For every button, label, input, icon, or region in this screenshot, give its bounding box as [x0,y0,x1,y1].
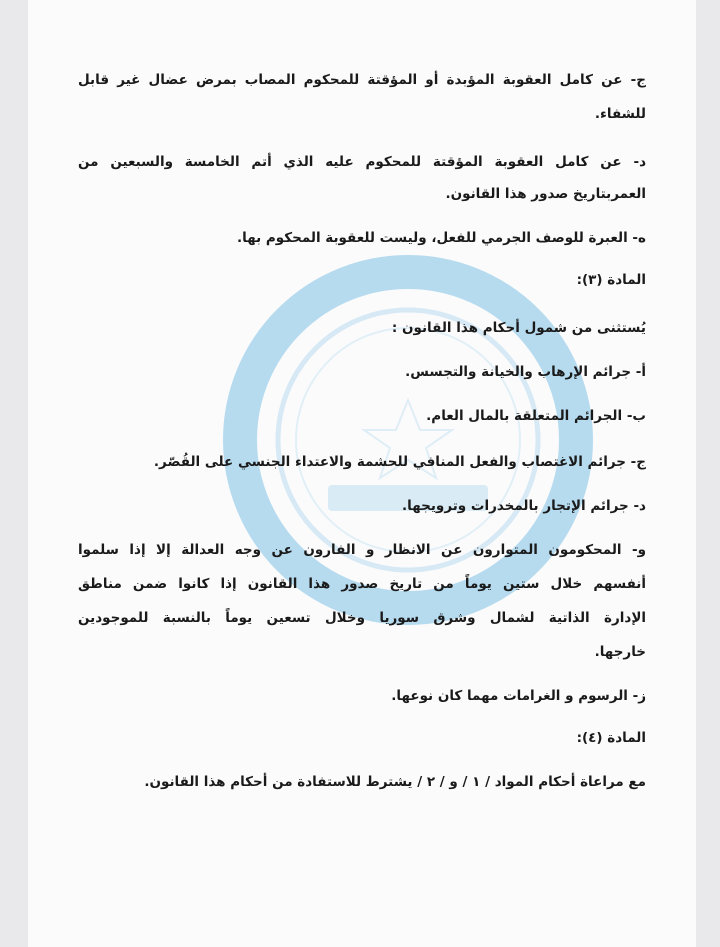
clause-d-line-1: د- عن كامل العقوبة المؤقتة للمحكوم عليه الذي أتم الخامسة والسبعين من [78,154,646,170]
exception-z: ز- الرسوم و الغرامات مهما كان نوعها. [391,688,646,704]
document-body [28,0,696,947]
exception-b: ب- الجرائم المتعلقة بالمال العام. [426,408,646,424]
exception-w-line-3: الإدارة الذاتية لشمال وشرق سوريا وخلال تسعين يوماً بالنسبة للموجودين [78,610,646,626]
exception-a: أ- جرائم الإرهاب والخيانة والتجسس. [405,364,646,380]
exception-d: د- جرائم الإتجار بالمخدرات وترويجها. [402,498,646,514]
clause-c-line-2: للشفاء. [594,106,646,122]
exception-w-line-2: أنفسهم خلال ستين يوماً من تاريخ صدور هذا القانون إذا كانوا ضمن مناطق [78,576,646,592]
clause-h: ه- العبرة للوصف الجرمي للفعل، وليست للعقوبة المحكوم بها. [237,230,646,246]
exceptions-intro: يُستثنى من شمول أحكام هذا القانون : [391,320,646,336]
exception-w-line-1: و- المحكومون المتوارون عن الانظار و الفارون عن وجه العدالة إلا إذا سلموا [78,542,646,558]
clause-d-line-2: العمربتاريخ صدور هذا القانون. [445,186,646,202]
article-4-text: مع مراعاة أحكام المواد / ١ / و / ٢ / يشترط للاستفادة من أحكام هذا القانون. [144,774,646,790]
exception-w-line-4: خارجها. [594,644,646,660]
article-3-heading: المادة (٣): [576,272,646,288]
document-page [28,0,696,947]
article-4-heading: المادة (٤): [576,730,646,746]
exception-c: ج- جرائم الاغتصاب والفعل المنافي للحشمة والاعتداء الجنسي على القُصّر. [153,454,646,470]
clause-c-line-1: ج- عن كامل العقوبة المؤبدة أو المؤقتة للمحكوم المصاب بمرض عضال غير قابل [78,72,646,88]
